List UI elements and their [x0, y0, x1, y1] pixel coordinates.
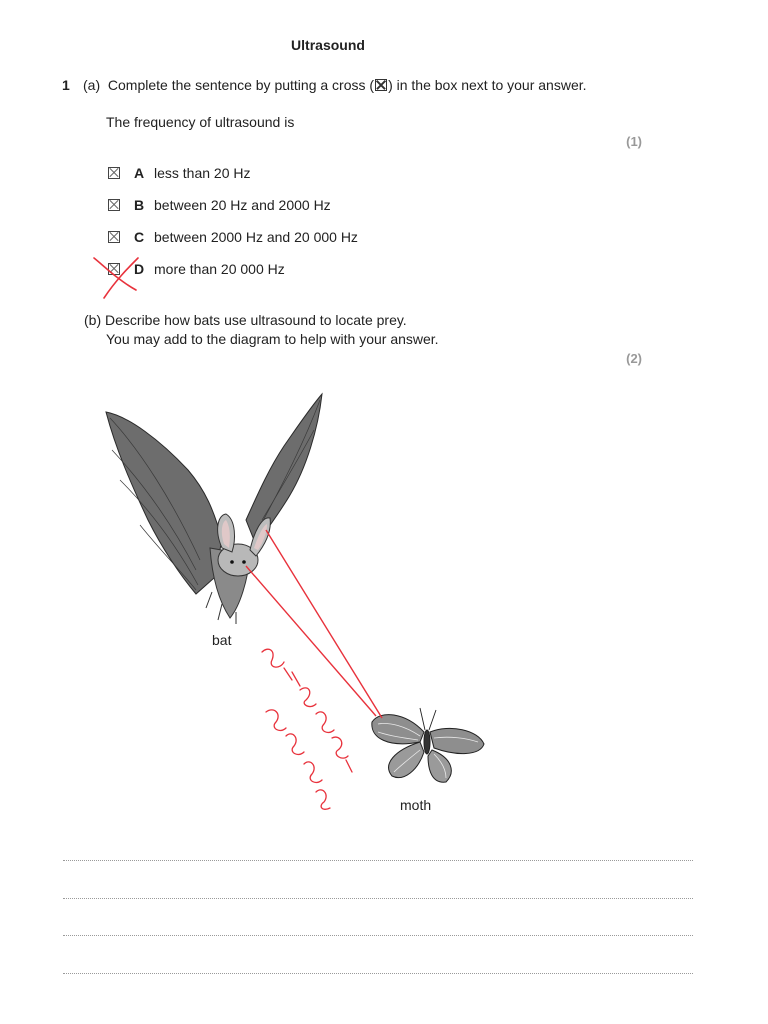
bat-label: bat	[212, 632, 232, 648]
handwritten-cross-mark	[94, 258, 138, 298]
option-letter: D	[134, 261, 145, 277]
answer-line[interactable]	[63, 973, 693, 974]
option-letter: C	[134, 229, 145, 245]
answer-line[interactable]	[63, 898, 693, 899]
option-text: between 20 Hz and 2000 Hz	[154, 197, 331, 213]
question-stem: The frequency of ultrasound is	[106, 114, 295, 130]
question-number: 1	[62, 77, 70, 93]
bat-illustration	[106, 394, 322, 624]
page-title: Ultrasound	[291, 37, 365, 53]
part-b-marks: (2)	[626, 351, 642, 366]
ultrasound-annotation-lines	[246, 530, 382, 718]
answer-line[interactable]	[63, 935, 693, 936]
option-text: less than 20 Hz	[154, 165, 251, 181]
option-text: between 2000 Hz and 20 000 Hz	[154, 229, 358, 245]
part-a-marks: (1)	[626, 134, 642, 149]
instruction-after: ) in the box next to your answer.	[388, 77, 587, 93]
part-b-label: (b)	[84, 312, 102, 328]
option-letter: A	[134, 165, 145, 181]
answer-line[interactable]	[63, 860, 693, 861]
moth-illustration	[372, 708, 484, 782]
moth-label: moth	[400, 797, 432, 813]
part-b-text-1: Describe how bats use ultrasound to locate prey.	[105, 312, 407, 328]
part-b-line2: You may add to the diagram to help with your answer.	[106, 331, 439, 347]
option-text: more than 20 000 Hz	[154, 261, 285, 277]
option-letter: B	[134, 197, 145, 213]
instruction-before: Complete the sentence by putting a cross (	[107, 77, 375, 93]
part-a-label: (a)	[83, 77, 101, 93]
